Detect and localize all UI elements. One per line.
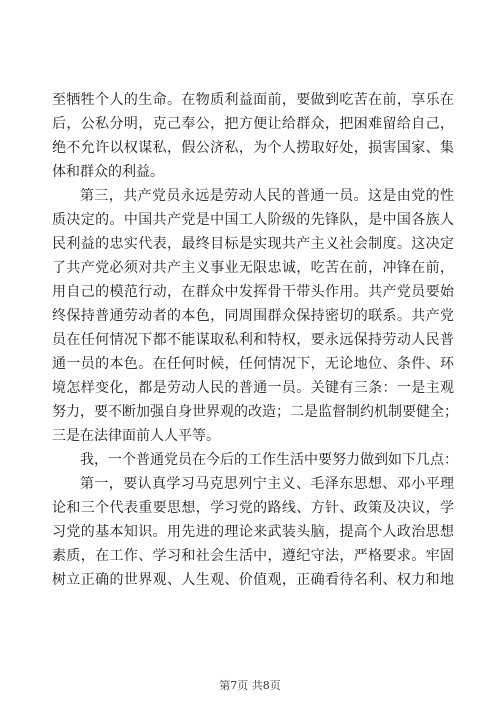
text-line: 用自己的模范行动，在群众中发挥骨干带头作用。共产党员要始	[52, 284, 454, 300]
text-line: 质决定的。中国共产党是中国工人阶级的先锋队，是中国各族人	[52, 212, 454, 228]
text-line: 素质，在工作、学习和社会生活中，遵纪守法，严格要求。牢固	[52, 548, 454, 564]
text-line: 体和群众的利益。	[52, 164, 164, 180]
text-line: 了共产党必须对共产主义事业无限忠诚，吃苦在前，冲锋在前，	[52, 260, 454, 276]
text-line: 习党的基本知识。用先进的理论来武装头脑，提高个人政治思想	[52, 524, 454, 540]
document-body	[52, 88, 458, 592]
text-line: 第三，共产党员永远是劳动人民的普通一员。这是由党的性	[80, 188, 454, 204]
text-line: 三是在法律面前人人平等。	[52, 428, 220, 444]
text-line: 终保持普通劳动者的本色，同周围群众保持密切的联系。共产党	[52, 308, 454, 324]
text-line: 民利益的忠实代表，最终目标是实现共产主义社会制度。这决定	[52, 236, 454, 252]
text-line: 论和三个代表重要思想，学习党的路线、方针、政策及决议，学	[52, 500, 454, 516]
paragraph-3	[52, 448, 458, 472]
text-line: 至牺牲个人的生命。在物质利益面前，要做到吃苦在前，享乐在	[52, 92, 454, 108]
paragraph-4	[52, 472, 454, 592]
text-line: 员在任何情况下都不能谋取私利和特权，要永远保持劳动人民普	[52, 332, 454, 348]
text-line: 通一员的本色。在任何时候，任何情况下，无论地位、条件、环	[52, 356, 454, 372]
text-line: 绝不允许以权谋私，假公济私，为个人捞取好处，损害国家、集	[52, 140, 454, 156]
text-line: 努力，要不断加强自身世界观的改造；二是监督制约机制要健全；	[52, 404, 458, 420]
paragraph-2	[52, 184, 458, 448]
text-line: 我，一个普通党员在今后的工作生活中要努力做到如下几点：	[80, 452, 458, 468]
text-line: 树立正确的世界观、人生观、价值观，正确看待名利、权力和地	[52, 572, 454, 588]
text-line: 境怎样变化，都是劳动人民的普通一员。关键有三条：一是主观	[52, 380, 454, 396]
text-line: 第一，要认真学习马克思列宁主义、毛泽东思想、邓小平理	[80, 476, 454, 492]
text-line: 后，公私分明，克己奉公，把方便让给群众，把困难留给自己，	[52, 116, 454, 132]
page-number-footer: 第7页 共8页	[219, 679, 281, 692]
paragraph-1	[52, 88, 454, 184]
